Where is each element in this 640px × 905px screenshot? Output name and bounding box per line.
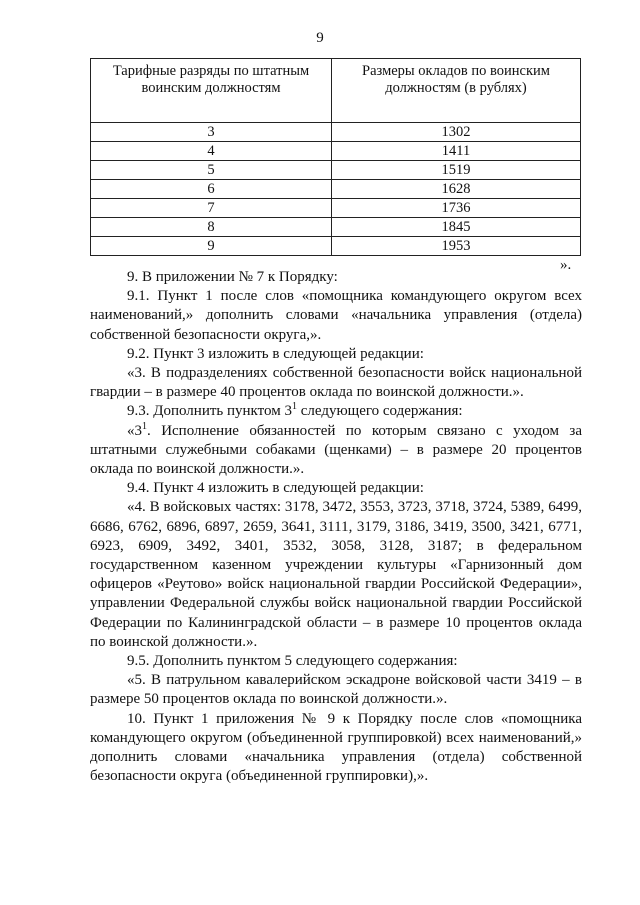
salary-cell: 1411 [332,142,581,161]
superscript: 1 [142,420,147,432]
table-row [91,199,581,218]
paragraph-9-1: 9.1. Пункт 1 после слов «помощника командующего округом всех наименований,» дополнить словами «начальника управления (отдела) собственной безопасности округа,». [90,288,582,343]
salary-table [90,58,581,256]
table-row [91,237,581,256]
paragraph-item-3-1-start: «3 [127,422,142,439]
salary-cell: 1736 [332,199,581,218]
paragraph-item-4-text: «4. В войсковых частях: 3178, 3472, 3553, 3723, 3718, 3724, 5389, 6499, 6686, 6762, 6896, 6897, 2659, 3641, 3111, 3179, 3186, 3419, 3500, 3421, 6771, 6923, 6909, 3492, 3401, 3532, 3058, 3128, 3187; в федеральном государственном казенном учреждении культуры «Гарнизонный дом офицеров «Реутово» войск национальной гвардии Российской Федерации», управлении Федеральной службы войск национальной гвардии Российской Федерации по Калининградской области – в размере 10 процентов оклада по воинской должности.». [90,499,582,650]
paragraph-10: 10. Пункт 1 приложения № 9 к Порядку после слов «помощника командующего округом (объединенной группировкой) всех наименований,» дополнить словами «начальника управления (отдела) собственной безопасности округа (объединенной группировки),». [90,710,582,785]
grade-cell: 4 [91,142,332,161]
table-row [91,123,581,142]
paragraph-9: 9. В приложении № 7 к Порядку: [127,269,338,285]
paragraph-item-3-text: «3. В подразделениях собственной безопасности войск национальной гвардии – в размере 40 процентов оклада по воинской должности.». [90,365,582,401]
grade-cell: 5 [91,161,332,180]
table-row [91,218,581,237]
paragraph-item-3-1-end: . Исполнение обязанностей по которым связано с уходом за штатными служебными собаками (щенками) – в размере 20 процентов оклада по воинской должности.». [90,422,582,478]
column-header-grade: Тарифные разряды по штатным воинским должностям [91,59,332,123]
salary-cell: 1519 [332,161,581,180]
grade-cell: 6 [91,180,332,199]
paragraph-9-2: 9.2. Пункт 3 изложить в следующей редакции: [127,345,424,362]
salary-cell: 1953 [332,237,581,256]
table-row [91,161,581,180]
salary-cell: 1302 [332,123,581,142]
table-row [91,180,581,199]
paragraph-9-3 [90,402,582,421]
grade-cell: 7 [91,199,332,218]
grade-cell: 8 [91,218,332,237]
salary-cell: 1845 [332,218,581,237]
table-header-row [91,59,581,123]
paragraph-9-3-end: следующего содержания: [296,403,463,420]
table-row [91,142,581,161]
salary-cell: 1628 [332,180,581,199]
paragraph-item-3-1-text [90,422,582,480]
grade-cell: 9 [91,237,332,256]
column-header-salary: Размеры окладов по воинским должностям (в рублях) [332,59,581,123]
paragraph-9-4: 9.4. Пункт 4 изложить в следующей редакции: [127,480,424,497]
page-number: 9 [316,30,324,46]
paragraph-item-5-text: «5. В патрульном кавалерийском эскадроне войсковой части 3419 – в размере 50 процентов оклада по воинской должности.». [90,672,582,708]
paragraph-9-5: 9.5. Дополнить пунктом 5 следующего содержания: [127,653,458,670]
table-closing-quote: ». [560,257,572,273]
document-body [90,268,582,786]
paragraph-9-3-start: 9.3. Дополнить пунктом 3 [127,403,292,420]
grade-cell: 3 [91,123,332,142]
superscript: 1 [291,401,297,413]
